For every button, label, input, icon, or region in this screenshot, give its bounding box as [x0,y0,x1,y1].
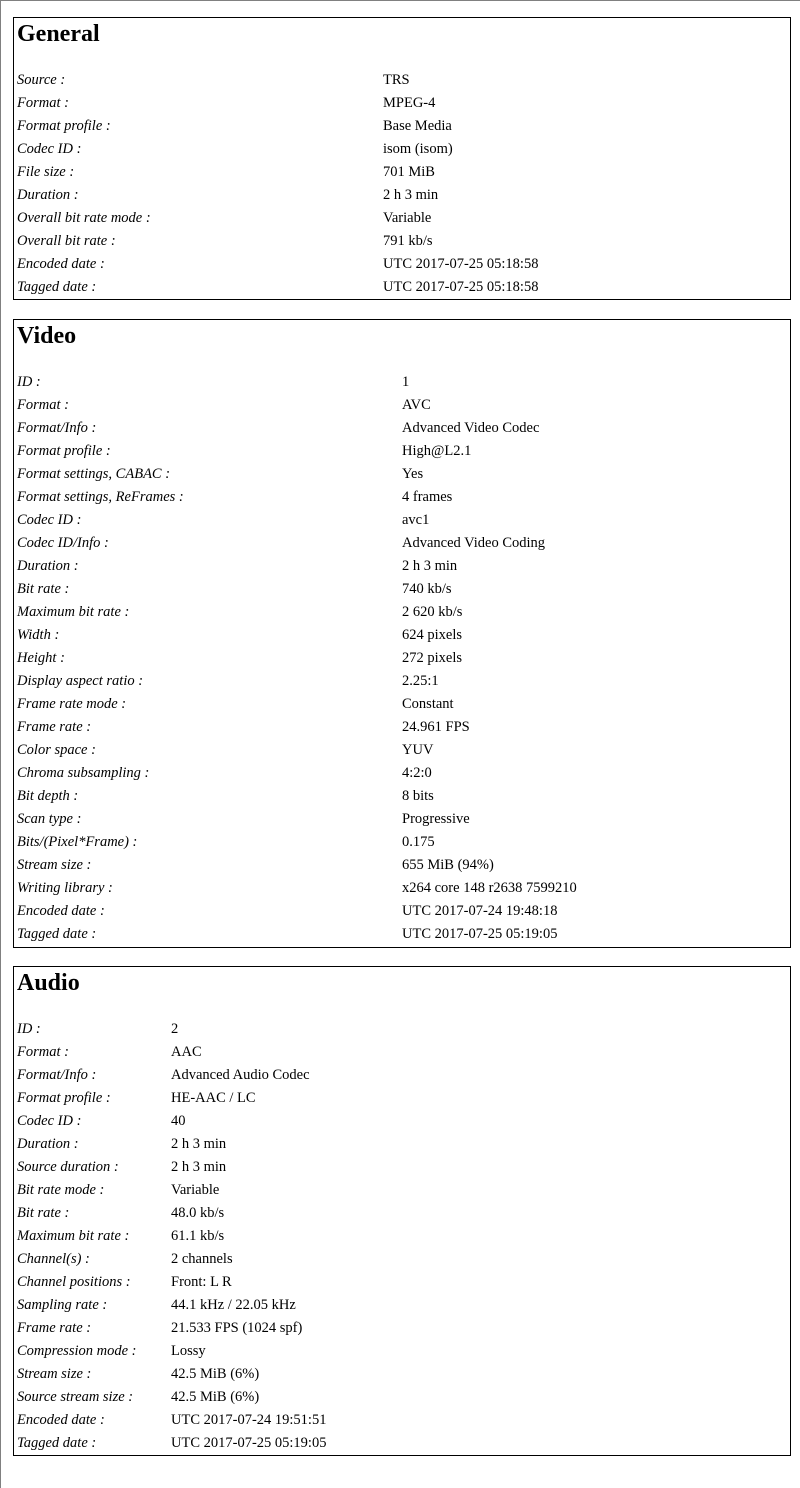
info-label: Frame rate : [17,1320,92,1336]
info-label: Format settings, CABAC : [17,466,171,482]
info-label: Source : [17,72,66,88]
info-label: Height : [17,650,65,666]
info-row [17,1432,787,1455]
info-label: Stream size : [17,1366,92,1382]
info-label: Format profile : [17,1090,111,1106]
info-row [17,1018,787,1041]
info-row [17,808,787,831]
info-rows [17,371,787,946]
info-row [17,207,787,230]
info-row [17,1386,787,1409]
section-video [13,319,791,948]
info-value: HE-AAC / LC [171,1090,256,1106]
info-value: 42.5 MiB (6%) [171,1389,260,1405]
info-value: 42.5 MiB (6%) [171,1366,260,1382]
info-row [17,1179,787,1202]
info-row [17,762,787,785]
info-value: 2 h 3 min [171,1159,227,1175]
info-value: 40 [171,1113,186,1129]
info-value: Advanced Audio Codec [171,1067,310,1083]
info-label: Bit rate : [17,581,70,597]
info-value: 48.0 kb/s [171,1205,225,1221]
info-value: UTC 2017-07-24 19:51:51 [171,1412,327,1428]
info-label: Duration : [17,558,79,574]
info-value: UTC 2017-07-25 05:18:58 [383,256,539,272]
info-value: 2 h 3 min [171,1136,227,1152]
info-value: Advanced Video Codec [402,420,540,436]
info-label: Source duration : [17,1159,119,1175]
info-row [17,1156,787,1179]
info-row [17,624,787,647]
info-row [17,877,787,900]
info-row [17,647,787,670]
info-row [17,1041,787,1064]
info-label: Duration : [17,187,79,203]
info-label: ID : [17,374,41,390]
info-label: Chroma subsampling : [17,765,150,781]
info-row [17,555,787,578]
info-row [17,1225,787,1248]
info-row [17,900,787,923]
info-value: MPEG-4 [383,95,436,111]
info-value: 624 pixels [402,627,463,643]
info-value: UTC 2017-07-24 19:48:18 [402,903,558,919]
info-label: Bit depth : [17,788,79,804]
section-title: Video [17,323,77,349]
info-value: TRS [383,72,410,88]
info-value: 1 [402,374,410,390]
info-value: 740 kb/s [402,581,452,597]
info-label: Format/Info : [17,1067,97,1083]
section-title: Audio [17,970,80,996]
info-row [17,1064,787,1087]
info-value: 2 [171,1021,179,1037]
info-label: Tagged date : [17,1435,97,1451]
info-label: Color space : [17,742,96,758]
info-value: 791 kb/s [383,233,433,249]
info-row [17,253,787,276]
info-value: Front: L R [171,1274,232,1290]
info-value: UTC 2017-07-25 05:19:05 [402,926,558,942]
info-value: AAC [171,1044,202,1060]
info-value: UTC 2017-07-25 05:19:05 [171,1435,327,1451]
info-row [17,161,787,184]
info-label: ID : [17,1021,41,1037]
info-value: 2 620 kb/s [402,604,463,620]
info-value: AVC [402,397,431,413]
info-label: Tagged date : [17,926,97,942]
info-row [17,1363,787,1386]
info-row [17,1248,787,1271]
info-label: Duration : [17,1136,79,1152]
info-row [17,1202,787,1225]
info-label: Codec ID : [17,512,82,528]
info-label: Overall bit rate : [17,233,116,249]
info-row [17,1409,787,1432]
info-row [17,184,787,207]
info-value: 655 MiB (94%) [402,857,494,873]
info-row [17,394,787,417]
info-label: Compression mode : [17,1343,137,1359]
info-row [17,532,787,555]
info-value: x264 core 148 r2638 7599210 [402,880,577,896]
info-label: Codec ID/Info : [17,535,109,551]
info-label: Tagged date : [17,279,97,295]
info-value: 701 MiB [383,164,435,180]
info-row [17,1317,787,1340]
info-value: avc1 [402,512,430,528]
info-value: Yes [402,466,424,482]
info-value: 2.25:1 [402,673,439,689]
info-value: 44.1 kHz / 22.05 kHz [171,1297,296,1313]
info-row [17,463,787,486]
info-row [17,854,787,877]
info-label: Encoded date : [17,1412,105,1428]
info-value: 2 h 3 min [383,187,439,203]
info-value: 0.175 [402,834,435,850]
info-label: Channel(s) : [17,1251,90,1267]
info-row [17,1271,787,1294]
info-label: Frame rate mode : [17,696,127,712]
info-value: Progressive [402,811,470,827]
info-row [17,417,787,440]
info-row [17,230,787,253]
info-label: Bit rate : [17,1205,70,1221]
info-value: Base Media [383,118,452,134]
info-label: Encoded date : [17,256,105,272]
info-value: 24.961 FPS [402,719,470,735]
info-value: 272 pixels [402,650,463,666]
info-row [17,276,787,299]
info-row [17,1110,787,1133]
info-row [17,69,787,92]
info-label: Format : [17,1044,69,1060]
info-value: Lossy [171,1343,206,1359]
info-label: Format profile : [17,443,111,459]
info-label: Codec ID : [17,141,82,157]
info-label: Maximum bit rate : [17,1228,130,1244]
info-label: File size : [17,164,75,180]
info-label: Scan type : [17,811,82,827]
info-value: 2 channels [171,1251,233,1267]
info-row [17,601,787,624]
info-label: Overall bit rate mode : [17,210,151,226]
info-value: 4 frames [402,489,453,505]
info-row [17,831,787,854]
info-label: Encoded date : [17,903,105,919]
info-label: Channel positions : [17,1274,131,1290]
info-row [17,716,787,739]
info-row [17,1087,787,1110]
section-title: General [17,21,100,47]
info-label: Sampling rate : [17,1297,108,1313]
info-label: Bit rate mode : [17,1182,105,1198]
info-row [17,923,787,946]
info-row [17,1294,787,1317]
info-row [17,1133,787,1156]
info-label: Maximum bit rate : [17,604,130,620]
info-rows [17,1018,787,1455]
info-label: Writing library : [17,880,113,896]
info-value: isom (isom) [383,141,453,157]
info-value: 2 h 3 min [402,558,458,574]
info-rows [17,69,787,299]
info-row [17,670,787,693]
info-label: Display aspect ratio : [17,673,144,689]
info-row [17,138,787,161]
info-label: Format : [17,95,69,111]
info-row [17,693,787,716]
info-value: 4:2:0 [402,765,432,781]
info-label: Format profile : [17,118,111,134]
info-label: Source stream size : [17,1389,134,1405]
info-value: High@L2.1 [402,443,472,459]
info-value: UTC 2017-07-25 05:18:58 [383,279,539,295]
info-value: 8 bits [402,788,434,804]
info-value: 61.1 kb/s [171,1228,225,1244]
info-row [17,785,787,808]
info-value: YUV [402,742,434,758]
info-label: Format settings, ReFrames : [17,489,184,505]
info-row [17,92,787,115]
info-value: Variable [171,1182,220,1198]
info-value: 21.533 FPS (1024 spf) [171,1320,303,1336]
info-row [17,509,787,532]
info-value: Constant [402,696,454,712]
info-label: Format/Info : [17,420,97,436]
info-value: Variable [383,210,432,226]
info-label: Format : [17,397,69,413]
info-row [17,739,787,762]
info-row [17,1340,787,1363]
info-row [17,371,787,394]
info-row [17,486,787,509]
info-row [17,115,787,138]
info-label: Frame rate : [17,719,92,735]
info-label: Codec ID : [17,1113,82,1129]
section-audio [13,966,791,1456]
info-label: Width : [17,627,60,643]
info-label: Stream size : [17,857,92,873]
info-row [17,578,787,601]
info-row [17,440,787,463]
info-value: Advanced Video Coding [402,535,546,551]
info-label: Bits/(Pixel*Frame) : [17,834,138,850]
section-general [13,17,791,300]
